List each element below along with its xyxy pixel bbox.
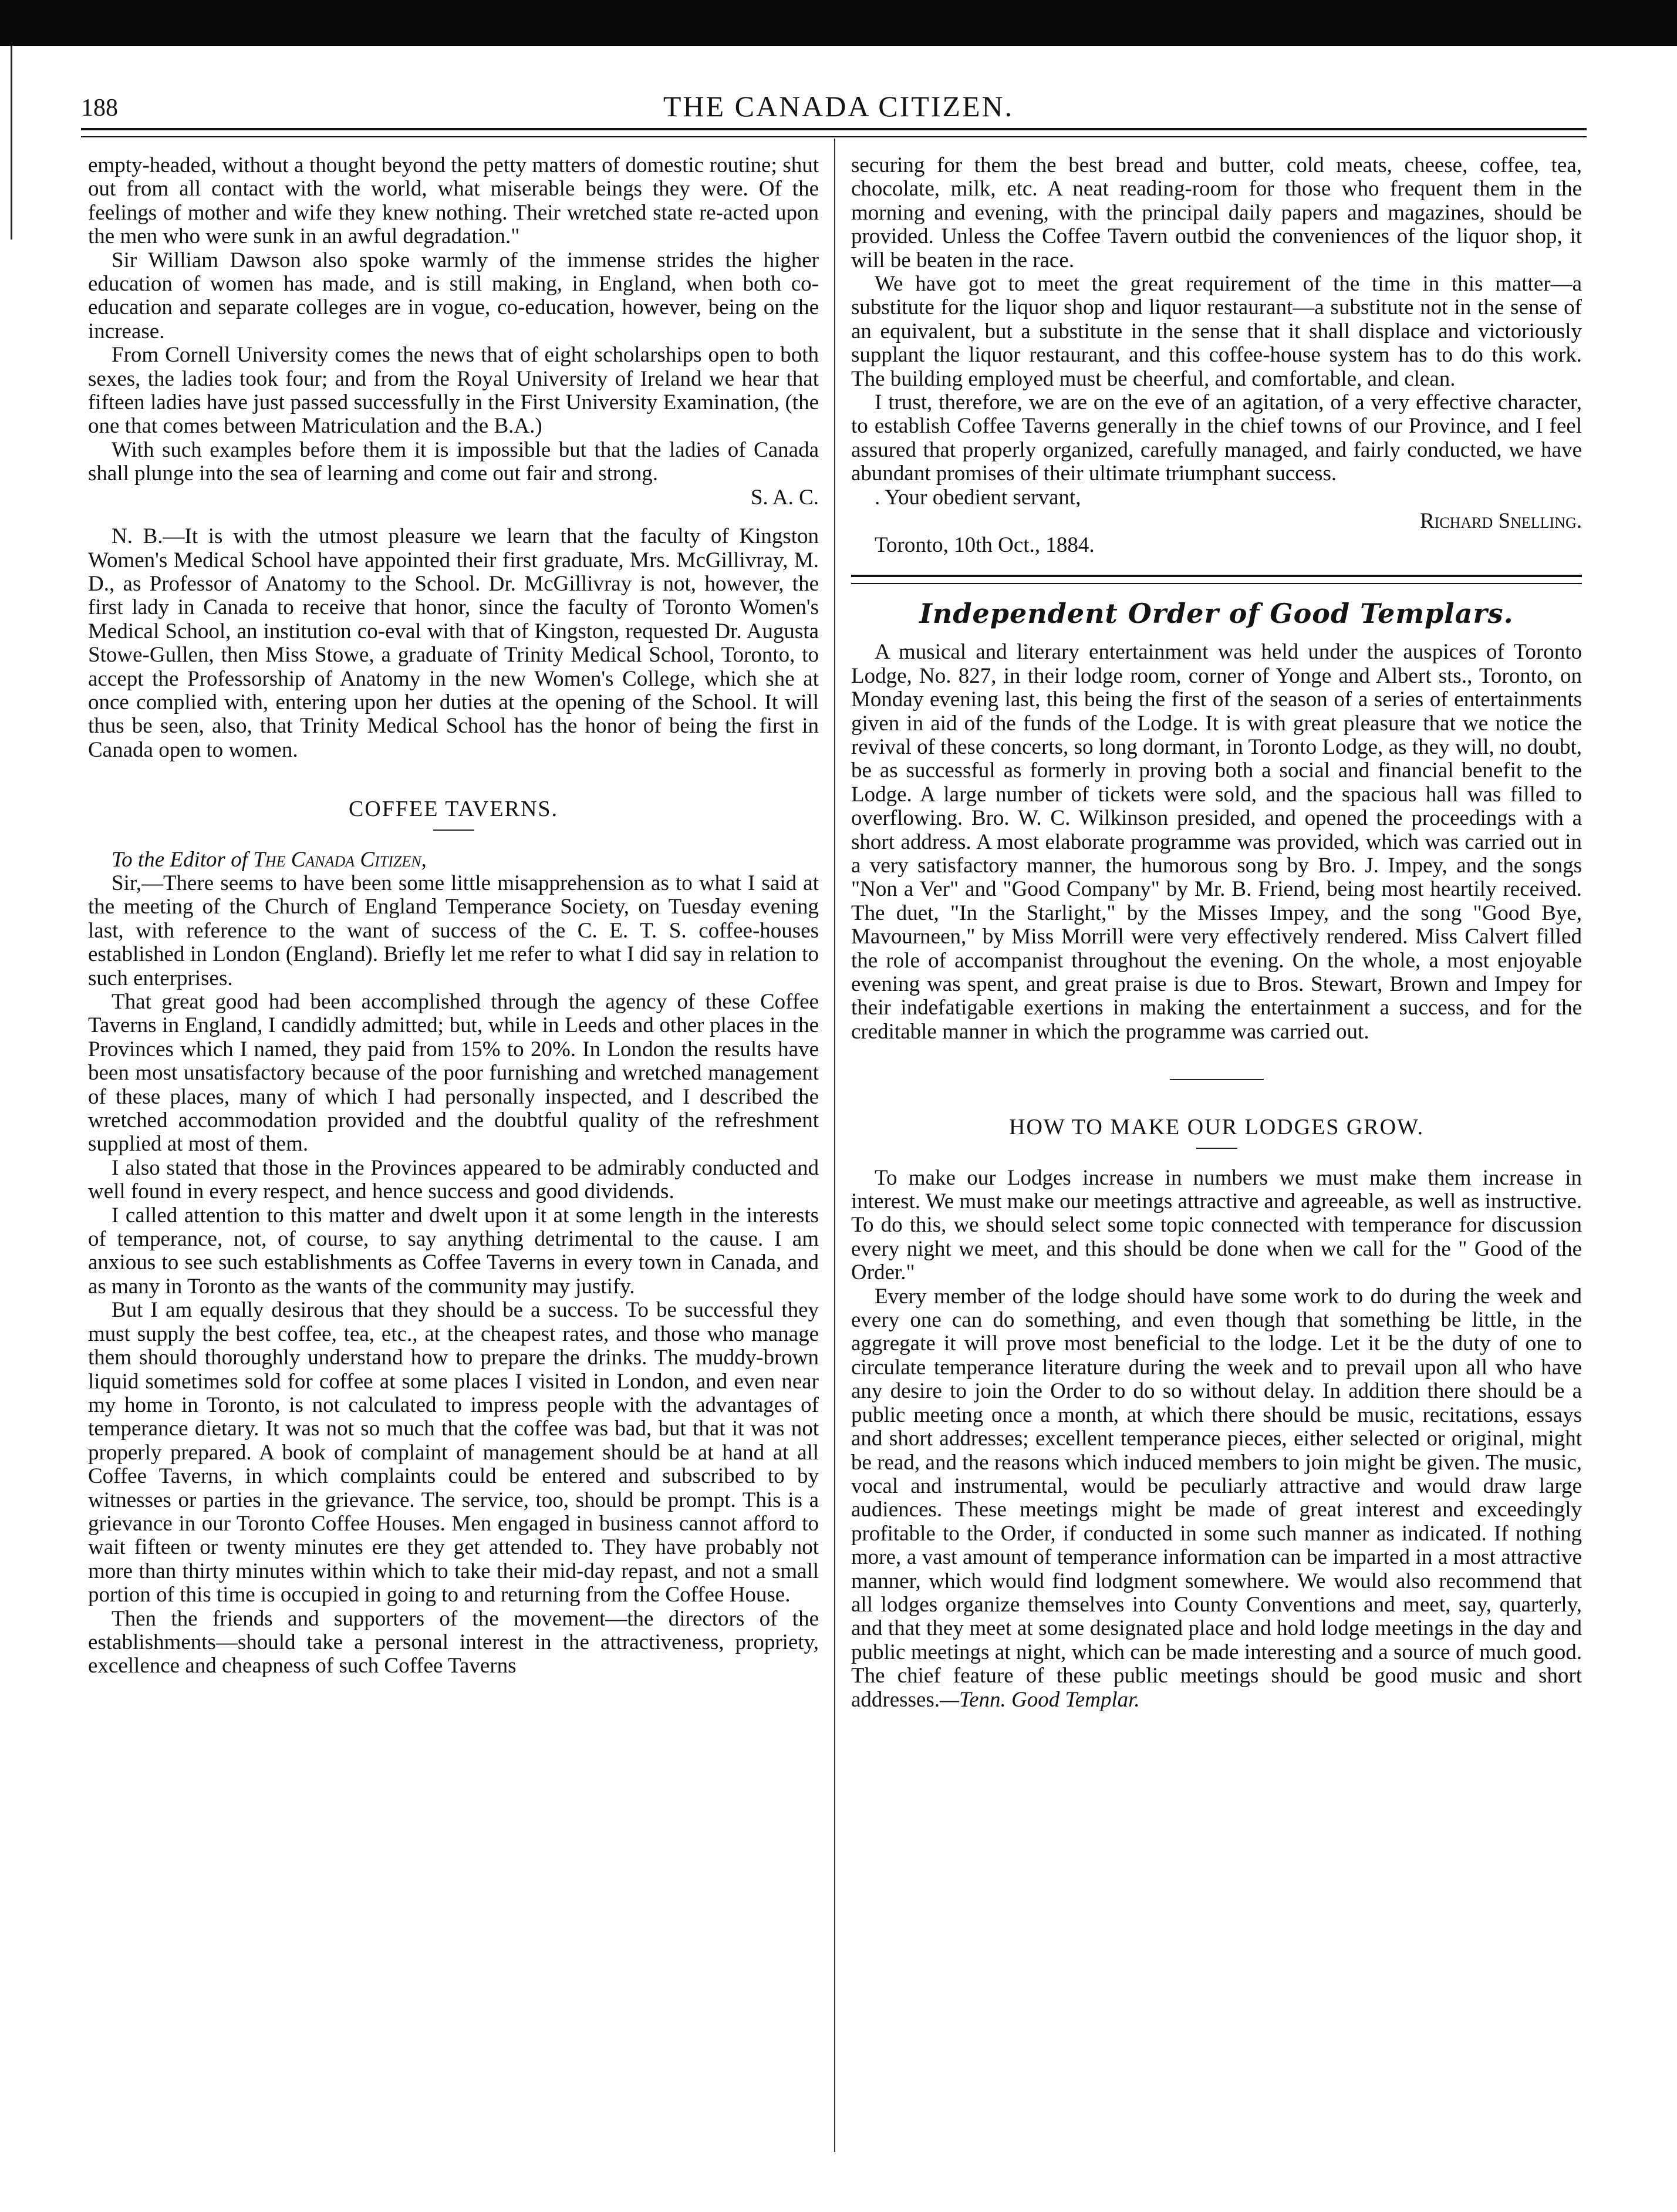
paragraph: empty-headed, without a thought beyond the petty matters of domestic routine; shut out from all contact with the world, what miserable beings they were. Of the feelings of mother and wife they knew nothing. Their wretched state re-acted upon the men who were sunk in an awful degradation." xyxy=(88,153,819,249)
heading-rule xyxy=(433,830,474,831)
paragraph: I also stated that those in the Provinces appeared to be admirably conducted and well found in every respect, and hence success and good dividends. xyxy=(88,1155,819,1204)
paragraph: Sir,—There seems to have been some little misapprehension as to what I said at the meeting of the Church of England Temperance Society, on Tuesday evening last, with reference to the want of success of the C. E. T. S. coffee-houses established in London (England). Briefly let me refer to what I did say in relation to such enterprises. xyxy=(88,871,819,990)
paragraph: That great good had been accomplished through the agency of these Coffee Taverns in England, I candidly admitted; but, while in Leeds and other places in the Provinces which I named, they paid from 15% to 20%. In London the results have been most unsatisfactory because of the poor furnishing and wretched management of these places, many of which I had personally inspected, and I described the wretched accommodation provided and the doubtful quality of the refreshment supplied at most of them. xyxy=(88,990,819,1156)
page-number: 188 xyxy=(81,95,118,122)
paragraph: But I am equally desirous that they should be a success. To be successful they must supply the best coffee, tea, etc., at the cheapest rates, and those who manage them should thoroughly understand how to prepare the drinks. The muddy-brown liquid sometimes sold for coffee at some places I visited in London, and even near my home in Toronto, is not calculated to impress people with the advantages of temperance dietary. It was not so much that the coffee was bad, but that it was not properly prepared. A book of complaint of management should be at hand at all Coffee Taverns, in which complaints could be entered and subscribed to by witnesses or parties in the grievance. The service, too, should be prompt. This is a grievance in our Toronto Coffee Houses. Men engaged in business cannot afford to wait fifteen or twenty minutes ere they get attended to. They have probably not more than thirty minutes within which to take their mid-day repast, and not a small portion of this time is occupied in going to and returning from the Coffee House. xyxy=(88,1298,819,1607)
letter-signature: Richard Snelling. xyxy=(1419,509,1582,534)
column-divider xyxy=(834,139,835,2152)
section-heading-lodges-grow: HOW TO MAKE OUR LODGES GROW. xyxy=(1009,1115,1424,1140)
letter-dateline: Toronto, 10th Oct., 1884. xyxy=(875,532,1095,557)
paragraph: A musical and literary entertainment was held under the auspices of Toronto Lodge, No. 827, in their lodge room, corner of Yonge and Albert sts., Toronto, on Monday evening last, this being the first of the season of a series of entertainments given in aid of the funds of the Lodge. It is with great pleasure that we notice the revival of these concerts, so long dormant, in Toronto Lodge, as they will, no doubt, be as successful as formerly in proving both a social and financial benefit to the Lodge. A large number of tickets were sold, and the spacious hall was filled to overflowing. Bro. W. C. Wilkinson presided, and opened the proceedings with a short address. A most elaborate programme was provided, which was carried out in a very satisfactory manner, the humorous song by Bro. J. Impey, and the songs "Non a Ver" and "Good Company" by Mr. B. Friend, being most heartily received. The duet, "In the Starlight," by the Misses Impey, and the song "Good Bye, Mavourneen," by Miss Morrill were very effectively rendered. Miss Calvert filled the role of accompanist throughout the evening. On the whole, a most enjoyable evening was spent, and great praise is due to Bros. Stewart, Brown and Impey for their indefatigable exertions in making the entertainment a success, and for the creditable manner in which the programme was carried out. xyxy=(851,640,1582,1044)
paragraph: Sir William Dawson also spoke warmly of the immense strides the higher education of women has made, and is still making, in England, when both co-education and separate colleges are in vogue, co-education, however, being on the increase. xyxy=(88,248,819,343)
author-initials: S. A. C. xyxy=(750,485,819,510)
heading-rule xyxy=(1196,1148,1237,1149)
header-rule xyxy=(81,128,1587,137)
paragraph-body: Every member of the lodge should have some work to do during the week and every one can do something, and even though that something be little, in the aggregate it will prove most beneficial to the lodge. Let it be the duty of one to circulate temperance literature during the week and to prevail upon all who have any desire to join the Order to do so without delay. In addition there should be a public meeting once a month, at which there should be music, recitations, essays and short addresses; excellent temperance pieces, either selected or original, might be read, and the reasons which induced members to join might be given. The music, vocal and instrumental, would be peculiarly attractive and would draw large audiences. These meetings might be made of great interest and exceedingly profitable to the Order, if conducted in some such manner as indicated. If nothing more, a vast amount of temperance information can be imparted in a most attractive manner, which would find lodgment somewhere. We would also recommend that all lodges organize themselves into County Conventions and meet, say, quarterly, and that they meet at some designated place and hold lodge meetings in the day and public meetings at night, which can be made interesting and a source of much good. The chief feature of these public meetings should be good music and short addresses. xyxy=(851,1284,1582,1712)
paragraph: securing for them the best bread and butter, cold meats, cheese, coffee, tea, chocolate, milk, etc. A neat reading-room for those who frequent them in the morning and evening, with the principal daily papers and magazines, should be provided. Unless the Coffee Tavern outbid the conveniences of the liquor shop, it will be beaten in the race. xyxy=(851,153,1582,272)
paragraph: I called attention to this matter and dwelt upon it at some length in the interests of temperance, not, of course, to say anything detrimental to the cause. I am anxious to see such establishments as Coffee Taverns in every town in Canada, and as many in Toronto as the wants of the community may justify. xyxy=(88,1203,819,1299)
paragraph xyxy=(851,1285,1582,1712)
publication-title: THE CANADA CITIZEN. xyxy=(663,90,1014,123)
spacer xyxy=(88,510,819,525)
section-heading-coffee-taverns: COFFEE TAVERNS. xyxy=(348,797,559,822)
article-separator xyxy=(1170,1079,1264,1080)
paragraph: To make our Lodges increase in numbers we must make them increase in interest. We must make our meetings attractive and agreeable, as well as instructive. To do this, we should select some topic connected with temperance for discussion every night we meet, and this should be done when we call for the " Good of the Order." xyxy=(851,1165,1582,1285)
right-column xyxy=(851,154,1582,1712)
nota-bene-paragraph: N. B.—It is with the utmost pleasure we learn that the faculty of Kingston Women's Medical School have appointed their first graduate, Mrs. McGillivray, M. D., as Professor of Anatomy to the School. Dr. McGillivray is not, however, the first lady in Canada to receive that honor, since the faculty of Toronto Women's Medical School, an institution co-eval with that of Kingston, requested Dr. Augusta Stowe-Gullen, then Miss Stowe, a graduate of Trinity Medical School, Toronto, to accept the Professorship of Anatomy in the new Women's College, which she at once complied with, entering upon her duties at the opening of the School. It will thus be seen, also, that Trinity Medical School has the honor of being the first in Canada open to women. xyxy=(88,524,819,762)
section-rule xyxy=(851,575,1582,584)
paragraph: Then the friends and supporters of the movement—the directors of the establishments—should take a personal interest in the attractiveness, propriety, excellence and cheapness of such Coffee Taverns xyxy=(88,1606,819,1678)
letter-salutation xyxy=(88,848,819,872)
article-source: —Tenn. Good Templar. xyxy=(940,1687,1140,1712)
scan-edge-line xyxy=(11,46,12,240)
section-heading-good-templars: Independent Order of Good Templars. xyxy=(919,597,1514,629)
letter-closing: . Your obedient servant, xyxy=(875,485,1081,510)
salutation-publication: The Canada Citizen, xyxy=(253,847,427,872)
paragraph: With such examples before them it is impossible but that the ladies of Canada shall plunge into the sea of learning and come out fair and strong. xyxy=(88,437,819,486)
left-column xyxy=(88,154,819,1678)
paragraph: From Cornell University comes the news that of eight scholarships open to both sexes, the ladies took four; and from the Royal University of Ireland we hear that fifteen ladies have just passed successfully in the First University Examination, (the one that comes between Matriculation and the B.A.) xyxy=(88,343,819,439)
paragraph: We have got to meet the great requirement of the time in this matter—a substitute for the liquor shop and liquor restaurant—a substitute not in the sense of an equivalent, but a substitute in the sense that it shall displace and victoriously supplant the liquor restaurant, and this coffee-house system has to do this work. The building employed must be cheerful, and comfortable, and clean. xyxy=(851,272,1582,391)
scan-top-band xyxy=(0,0,1677,46)
salutation-prefix: To the Editor of xyxy=(112,847,248,872)
paragraph: I trust, therefore, we are on the eve of an agitation, of a very effective character, to establish Coffee Taverns generally in the chief towns of our Province, and I feel assured that properly organized, carefully managed, and fairly conducted, we have abundant promises of their ultimate triumphant success. xyxy=(851,390,1582,486)
